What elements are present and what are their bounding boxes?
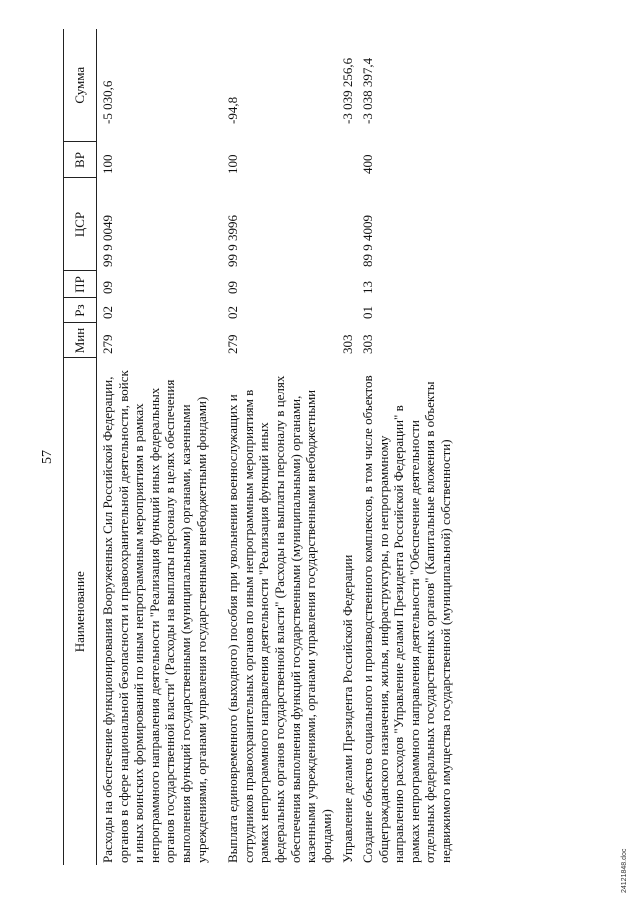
cell-pr: 09 xyxy=(100,281,115,294)
cell-csr: 89 9 4009 xyxy=(359,215,375,267)
cell-pr: 13 xyxy=(359,281,375,294)
header-min: Мин xyxy=(64,323,97,358)
cell-name: Расходы на обеспечение функционирования Вооруженных Сил Российской Федерации, органов в сфере национальной безопасности и правоохранительной деятельности, войск и иных воинских формирований по иным непрограммным мероприятиям в рамках непрограммного направления деятельности "Реализация функций иных федеральных органов государственной власти" (Расходы на выплаты персоналу в целях обеспечения выполнения функций государственными (муниципальными) органами, казенными учреждениями, органами управления государственными внебюджетными фондами) xyxy=(100,370,209,863)
cell-csr xyxy=(340,178,358,271)
cell-name: Выплата единовременного (выходного) пособия при увольнении военнослужащих и сотрудников правоохранительных органов по иным непрограммным мероприятиям в рамках непрограммного направления деятельности "Реализация функций иных федеральных органов государственной власти" (Расходы на выплаты персоналу в целях обеспечения выполнения функций государственными (муниципальными) органами, казенными учреждениями, органами управления государственными внебюджетными фондами) xyxy=(225,375,334,863)
cell-sum: -94,8 xyxy=(225,96,241,124)
cell-sum: -3 039 256,6 xyxy=(340,57,356,124)
cell-vr: 100 xyxy=(225,154,241,174)
page-number: 57 xyxy=(40,450,55,464)
document-code: 24121848.doc xyxy=(621,848,628,893)
table-header xyxy=(64,29,97,865)
cell-vr xyxy=(340,142,358,178)
cell-pr xyxy=(340,271,358,298)
header-rz: Рз xyxy=(64,298,97,323)
cell-name: Управление делами Президента Российской Федерации xyxy=(340,554,356,863)
cell-sum: -5 030,6 xyxy=(100,80,115,124)
header-name: Наименование xyxy=(64,358,97,865)
table-row xyxy=(97,29,218,865)
cell-rz: 02 xyxy=(100,306,115,319)
cell-csr: 99 9 0049 xyxy=(100,215,115,267)
table-row xyxy=(358,29,454,865)
cell-min: 279 xyxy=(225,334,241,354)
cell-name: Создание объектов социального и производственного комплексов, в том числе объектов общегражданского назначения, жилья, инфраструктуры, по непрограммному направлению расходов "Управление делами Президента Российской Федерации" в рамках непрограммного направления деятельности "Обеспечение деятельности отдельных федеральных государственных органов" (Капитальные вложения в объекты недвижимого имущества государственной (муниципальной) собственности) xyxy=(359,375,453,863)
cell-rz: 01 xyxy=(359,306,375,319)
table-row xyxy=(217,29,340,865)
header-vr: ВР xyxy=(64,142,97,178)
cell-rz: 02 xyxy=(225,306,241,319)
cell-rz xyxy=(340,298,358,323)
cell-vr: 400 xyxy=(359,154,375,174)
cell-vr: 100 xyxy=(100,154,115,174)
table-row xyxy=(340,29,358,865)
cell-csr: 99 9 3996 xyxy=(225,215,241,267)
cell-min: 303 xyxy=(359,334,375,354)
cell-pr: 09 xyxy=(225,281,241,294)
cell-min: 303 xyxy=(340,334,356,354)
header-sum: Сумма xyxy=(64,29,97,142)
cell-sum: -3 038 397,4 xyxy=(359,57,375,124)
header-csr: ЦСР xyxy=(64,178,97,271)
cell-min: 279 xyxy=(100,334,115,354)
header-pr: ПР xyxy=(64,271,97,298)
budget-table xyxy=(63,29,453,865)
